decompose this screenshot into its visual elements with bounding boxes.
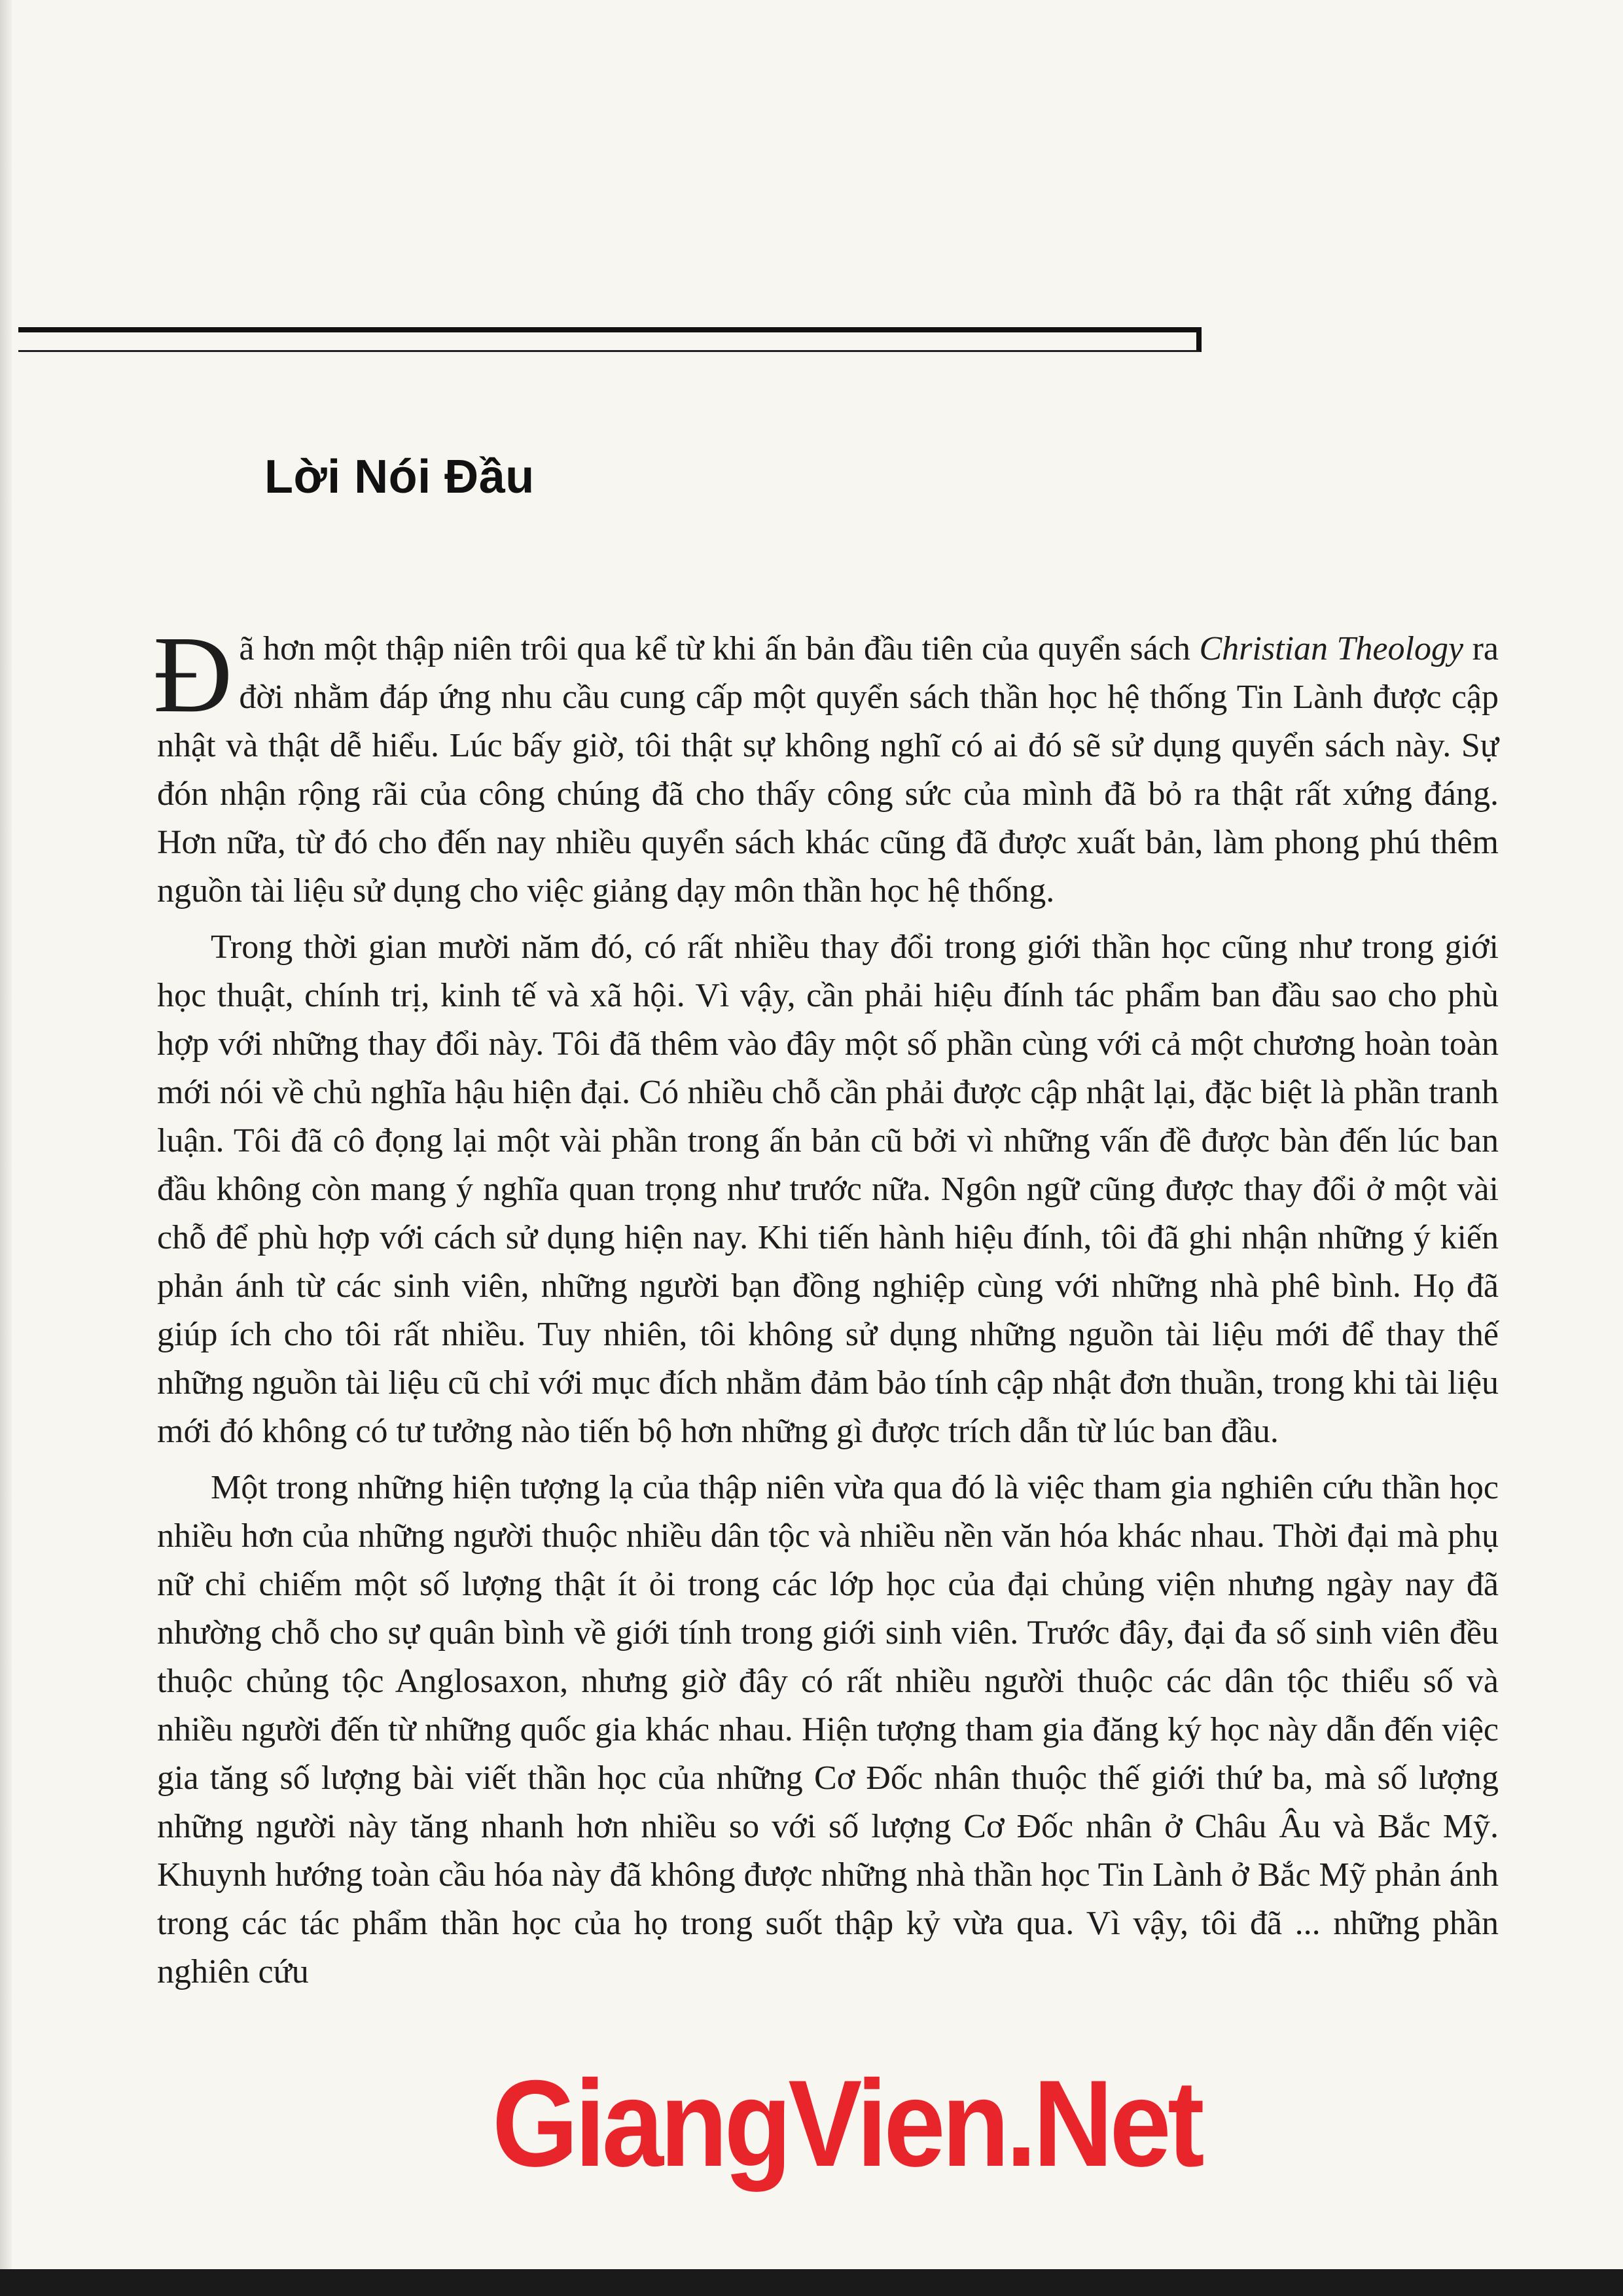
- book-title-italic: Christian Theology: [1199, 630, 1464, 667]
- paragraph-2: Trong thời gian mười năm đó, có rất nhiều thay đổi trong giới thần học cũng như trong giới học thuật, chính trị, kinh tế và xã hội. Vì vậy, cần phải hiệu đính tác phẩm ban đầu sao cho phù hợp với những thay đổi này. Tôi đã thêm vào đây một số phần cùng với cả một chương hoàn toàn mới nói về chủ nghĩa hậu hiện đại. Có nhiều chỗ cần phải được cập nhật lại, đặc biệt là phần tranh luận. Tôi đã cô đọng lại một vài phần trong ấn bản cũ bởi vì những vấn đề được bàn đến lúc ban đầu không còn mang ý nghĩa quan trọng như trước nữa. Ngôn ngữ cũng được thay đổi ở một vài chỗ để phù hợp với cách sử dụng hiện nay. Khi tiến hành hiệu đính, tôi đã ghi nhận những ý kiến phản ánh từ các sinh viên, những người bạn đồng nghiệp cùng với những nhà phê bình. Họ đã giúp ích cho tôi rất nhiều. Tuy nhiên, tôi không sử dụng những nguồn tài liệu mới để thay thế những nguồn tài liệu cũ chỉ với mục đích nhằm đảm bảo tính cập nhật đơn thuần, trong khi tài liệu mới đó không có tư tưởng nào tiến bộ hơn những gì được trích dẫn từ lúc ban đầu.: [157, 928, 1499, 1450]
- drop-cap: Đ: [153, 614, 233, 735]
- chapter-title: Lời Nói Đầu: [264, 451, 535, 503]
- title-rule: [18, 327, 1202, 352]
- paragraph-1: [153, 614, 1499, 915]
- body-text: [153, 614, 1499, 2004]
- page-edge: [0, 0, 12, 2296]
- paragraph-1-text-after: ra đời nhằm đáp ứng nhu cầu cung cấp một quyển sách thần học hệ thống Tin Lành được cập nhật và thật dễ hiểu. Lúc bấy giờ, tôi thật sự không nghĩ có ai đó sẽ sử dụng quyển sách này. Sự đón nhận rộng rãi của công chúng đã cho thấy công sức của mình đã bỏ ra thật rất xứng đáng. Hơn nữa, từ đó cho đến nay nhiều quyển sách khác cũng đã được xuất bản, làm phong phú thêm nguồn tài liệu sử dụng cho việc giảng dạy môn thần học hệ thống.: [157, 630, 1499, 910]
- scan-bottom-edge: [0, 2269, 1623, 2296]
- paragraph-3: Một trong những hiện tượng lạ của thập niên vừa qua đó là việc tham gia nghiên cứu thần học nhiều hơn của những người thuộc nhiều dân tộc và nhiều nền văn hóa khác nhau. Thời đại mà phụ nữ chỉ chiếm một số lượng thật ít ỏi trong các lớp học của đại chủng viện nhưng ngày nay đã nhường chỗ cho sự quân bình về giới tính trong giới sinh viên. Trước đây, đại đa số sinh viên đều thuộc chủng tộc Anglosaxon, nhưng giờ đây có rất nhiều người thuộc các dân tộc thiểu số và nhiều người đến từ những quốc gia khác nhau. Hiện tượng tham gia đăng ký học này dẫn đến việc gia tăng số lượng bài viết thần học của những Cơ Đốc nhân thuộc thế giới thứ ba, mà số lượng những người này tăng nhanh hơn nhiều so với số lượng Cơ Đốc nhân ở Châu Âu và Bắc Mỹ. Khuynh hướng toàn cầu hóa này đã không được những nhà thần học Tin Lành ở Bắc Mỹ phản ánh trong các tác phẩm thần học của họ trong suốt thập kỷ vừa qua. Vì vậy, tôi đã ... những phần nghiên cứu: [157, 1469, 1499, 1990]
- paragraph-1-text-before: ã hơn một thập niên trôi qua kể từ khi ấn bản đầu tiên của quyển sách: [239, 630, 1200, 667]
- watermark-logo: GiangVien.Net: [492, 2055, 1202, 2192]
